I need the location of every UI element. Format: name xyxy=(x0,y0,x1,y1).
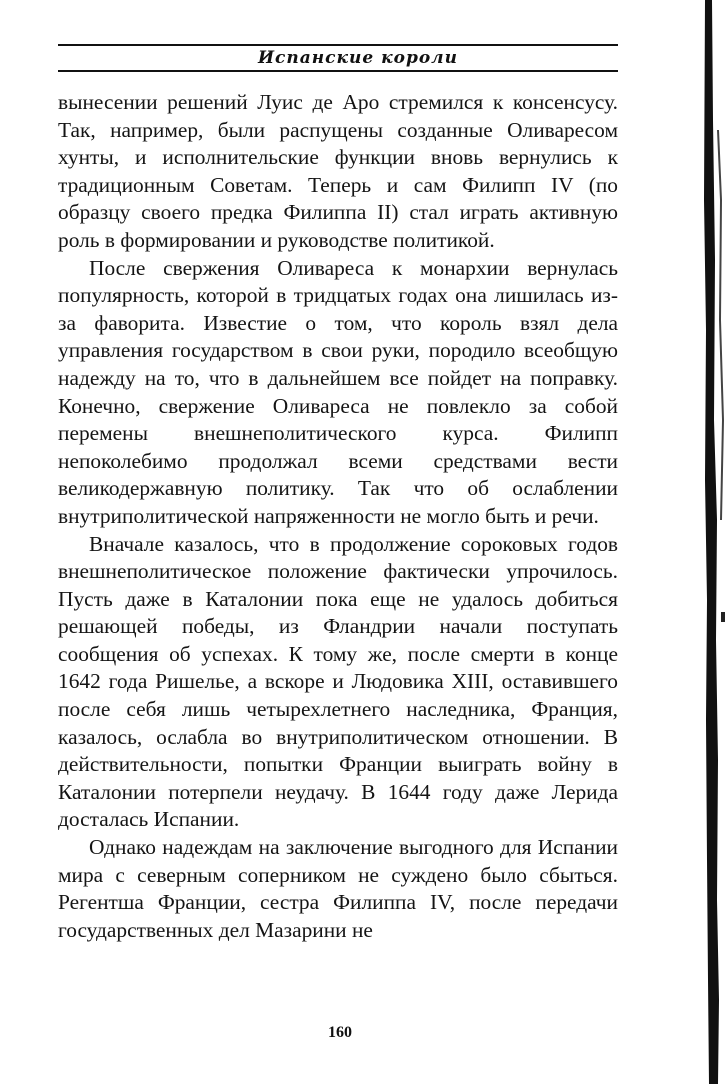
paragraph-2: После свержения Оливареса к монархии вернулась популярность, которой в тридцатых годах она лишилась из-за фаворита. Известие о том, что король взял дела управления государством в свои руки, породило всеобщую надежду на то, что в дальнейшем все пойдет на поправку. Конечно, свержение Оливареса не повлекло за собой перемены внешнеполитического курса. Филипп непоколебимо продолжал всеми средствами вести великодержавную политику. Так что об ослаблении внутриполитической напряженности не могло быть и речи. xyxy=(58,255,618,528)
paragraph-3: Вначале казалось, что в продолжение сороковых годов внешнеполитическое положение фактически упрочилось. Пусть даже в Каталонии пока еще не удалось добиться решающей победы, из Фландрии начали поступать сообщения об успехах. К тому же, после смерти в конце 1642 года Ришелье, а вскоре и Людовика XIII, оставившего после себя лишь четырехлетнего наследника, Франция, казалось, ослабла во внутриполитическом отношении. В действительности, попытки Франции выиграть войну в Каталонии потерпели неудачу. В 1644 году даже Лерида досталась Испании. xyxy=(58,531,618,832)
header-rule-bottom xyxy=(58,70,618,72)
header-rule-top xyxy=(58,44,618,46)
paragraph-4: Однако надеждам на заключение выгодного для Испании мира с северным соперником не суждено было сбыться. Регентша Франции, сестра Филиппа IV, после передачи государственных дел Мазарини не xyxy=(58,835,618,942)
page-number: 160 xyxy=(328,1024,352,1041)
page-edge-shadow xyxy=(665,0,727,1084)
paragraph-1: вынесении решений Луис де Аро стремился к консенсусу. Так, например, были распущены созданные Оливаресом хунты, и исполнительские функции вновь вернулись к традиционным Советам. Теперь и сам Филипп IV (по образцу своего предка Филиппа II) стал играть активную роль в формировании и руководстве политикой. xyxy=(58,90,618,252)
body-text xyxy=(58,89,618,944)
running-header-title: Испанские короли xyxy=(257,48,458,68)
